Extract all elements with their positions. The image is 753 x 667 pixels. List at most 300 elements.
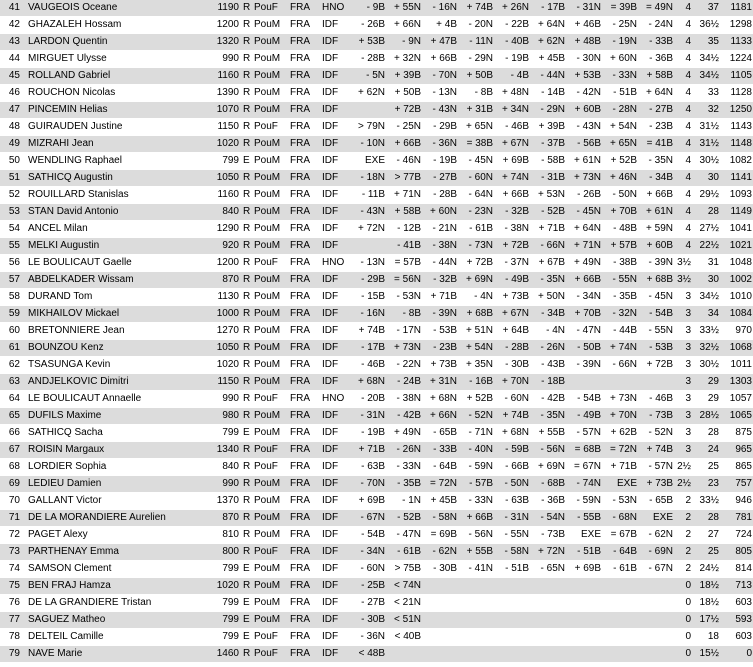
round-result: - 66N [605, 357, 641, 374]
round-result: - 13N [353, 255, 389, 272]
table-row [0, 221, 753, 238]
elo-type: R [241, 442, 252, 459]
elo-type: R [241, 272, 252, 289]
round-result: EXE [641, 510, 677, 527]
round-result: + 48N [497, 85, 533, 102]
round-result: - 73B [641, 408, 677, 425]
player-rank: 65 [0, 408, 25, 425]
round-result: - 51B [569, 544, 605, 561]
round-result: < 74N [389, 578, 425, 595]
player-points: 0 [677, 595, 695, 612]
round-result: - 22B [497, 17, 533, 34]
player-rank: 42 [0, 17, 25, 34]
round-result: + 66B [389, 136, 425, 153]
round-result [497, 629, 533, 646]
elo-type: R [241, 493, 252, 510]
round-result: + 65N [461, 119, 497, 136]
player-name: WENDLING Raphael [25, 153, 195, 170]
player-league: IDF [320, 17, 353, 34]
player-league: IDF [320, 221, 353, 238]
player-league: IDF [320, 527, 353, 544]
player-points: 4 [677, 153, 695, 170]
round-result [641, 374, 677, 391]
round-result: - 62N [641, 527, 677, 544]
player-federation: FRA [287, 119, 320, 136]
round-result: - 23N [461, 204, 497, 221]
round-result: - 56B [569, 136, 605, 153]
player-federation: FRA [287, 340, 320, 357]
round-result: - 65B [425, 425, 461, 442]
round-result: + 68N [425, 391, 461, 408]
round-result: + 34N [497, 102, 533, 119]
player-performance: 781 [723, 510, 753, 527]
round-result: + 54N [605, 119, 641, 136]
round-result: + 39B [533, 119, 569, 136]
round-result: + 69N [533, 459, 569, 476]
round-result: + 51N [461, 323, 497, 340]
round-result: < 21N [389, 595, 425, 612]
player-tiebreak: 30½ [695, 153, 723, 170]
player-category: PouM [252, 425, 287, 442]
round-result: - 46B [641, 391, 677, 408]
player-elo: 799 [195, 425, 241, 442]
player-federation: FRA [287, 51, 320, 68]
round-result: = 41B [641, 136, 677, 153]
table-row [0, 170, 753, 187]
player-rank: 44 [0, 51, 25, 68]
elo-type: R [241, 51, 252, 68]
round-result: + 60B [641, 238, 677, 255]
player-league: IDF [320, 646, 353, 663]
player-rank: 78 [0, 629, 25, 646]
round-result: > 79N [353, 119, 389, 136]
round-result: - 67N [641, 561, 677, 578]
round-result: + 73N [389, 340, 425, 357]
elo-type: R [241, 119, 252, 136]
player-category: PouM [252, 323, 287, 340]
round-result: + 49N [389, 425, 425, 442]
elo-type: R [241, 476, 252, 493]
player-federation: FRA [287, 136, 320, 153]
round-result [533, 646, 569, 663]
round-result: - 38B [605, 255, 641, 272]
table-row [0, 476, 753, 493]
player-name: ROLLAND Gabriel [25, 68, 195, 85]
round-result: - 29B [353, 272, 389, 289]
player-name: TSASUNGA Kevin [25, 357, 195, 374]
round-result: - 30B [425, 561, 461, 578]
player-league: IDF [320, 629, 353, 646]
round-result: + 74B [353, 323, 389, 340]
round-result: + 60B [569, 102, 605, 119]
player-league: HNO [320, 255, 353, 272]
player-tiebreak: 29½ [695, 187, 723, 204]
round-result: - 19N [605, 34, 641, 51]
round-result: + 72B [641, 357, 677, 374]
round-result: + 49N [569, 255, 605, 272]
player-performance: 1105 [723, 68, 753, 85]
elo-type: R [241, 255, 252, 272]
round-result: - 35N [533, 408, 569, 425]
player-points: 0 [677, 629, 695, 646]
player-federation: FRA [287, 459, 320, 476]
player-performance: 814 [723, 561, 753, 578]
table-row [0, 646, 753, 663]
round-result: - 16B [461, 374, 497, 391]
player-tiebreak: 32 [695, 102, 723, 119]
player-name: ROISIN Margaux [25, 442, 195, 459]
player-federation: FRA [287, 595, 320, 612]
player-rank: 51 [0, 170, 25, 187]
player-elo: 1050 [195, 170, 241, 187]
player-elo: 1270 [195, 323, 241, 340]
player-category: PouF [252, 544, 287, 561]
round-result: - 33N [389, 459, 425, 476]
round-result: + 45B [425, 493, 461, 510]
elo-type: R [241, 578, 252, 595]
table-row [0, 408, 753, 425]
round-result: + 68N [353, 374, 389, 391]
player-name: PARTHENAY Emma [25, 544, 195, 561]
player-performance: 865 [723, 459, 753, 476]
round-result: = 68B [569, 442, 605, 459]
round-result: + 69B [497, 153, 533, 170]
player-federation: FRA [287, 374, 320, 391]
player-performance: 0 [723, 646, 753, 663]
player-elo: 1020 [195, 578, 241, 595]
round-result: - 45N [569, 204, 605, 221]
player-category: PouF [252, 119, 287, 136]
player-federation: FRA [287, 289, 320, 306]
round-result: + 68B [461, 306, 497, 323]
player-points: 3 [677, 340, 695, 357]
player-name: BEN FRAJ Hamza [25, 578, 195, 595]
player-elo: 799 [195, 595, 241, 612]
player-category: PouM [252, 34, 287, 51]
round-result: + 72N [533, 544, 569, 561]
table-row [0, 187, 753, 204]
round-result: - 50N [605, 187, 641, 204]
player-federation: FRA [287, 612, 320, 629]
round-result: - 29N [461, 51, 497, 68]
elo-type: R [241, 0, 252, 17]
player-performance: 1057 [723, 391, 753, 408]
player-federation: FRA [287, 0, 320, 17]
round-result: - 17N [389, 323, 425, 340]
elo-type: R [241, 238, 252, 255]
round-result [641, 578, 677, 595]
player-tiebreak: 24½ [695, 561, 723, 578]
player-tiebreak: 27 [695, 527, 723, 544]
round-result: - 64N [461, 187, 497, 204]
player-category: PouM [252, 340, 287, 357]
player-rank: 48 [0, 119, 25, 136]
elo-type: R [241, 102, 252, 119]
player-name: BOUNZOU Kenz [25, 340, 195, 357]
round-result: + 62N [533, 34, 569, 51]
player-name: ABDELKADER Wissam [25, 272, 195, 289]
round-result: - 51B [605, 85, 641, 102]
round-result: - 39N [641, 255, 677, 272]
player-points: 0 [677, 612, 695, 629]
round-result [605, 612, 641, 629]
round-result: + 26N [497, 0, 533, 17]
round-result: = 67B [605, 527, 641, 544]
round-result: + 67N [497, 136, 533, 153]
round-result: - 73N [461, 238, 497, 255]
round-result: - 31N [497, 510, 533, 527]
round-result: - 58N [425, 510, 461, 527]
player-tiebreak: 17½ [695, 612, 723, 629]
round-result: < 51N [389, 612, 425, 629]
player-federation: FRA [287, 578, 320, 595]
table-row [0, 238, 753, 255]
round-result: = 39B [605, 0, 641, 17]
round-result: + 48B [569, 34, 605, 51]
round-result: - 8B [461, 85, 497, 102]
round-result: - 41B [389, 238, 425, 255]
round-result: - 53B [425, 323, 461, 340]
player-rank: 59 [0, 306, 25, 323]
player-tiebreak: 18½ [695, 595, 723, 612]
round-result: = 57B [389, 255, 425, 272]
round-result: + 59N [641, 221, 677, 238]
player-tiebreak: 24 [695, 442, 723, 459]
player-tiebreak: 32½ [695, 340, 723, 357]
player-elo: 1150 [195, 374, 241, 391]
player-points: 3 [677, 306, 695, 323]
round-result: - 41N [461, 561, 497, 578]
round-result: - 63B [497, 493, 533, 510]
player-name: VAUGEOIS Oceane [25, 0, 195, 17]
player-performance: 1002 [723, 272, 753, 289]
player-elo: 990 [195, 51, 241, 68]
player-points: 0 [677, 578, 695, 595]
player-tiebreak: 22½ [695, 238, 723, 255]
round-result: - 60N [353, 561, 389, 578]
player-league: IDF [320, 119, 353, 136]
round-result: - 36N [425, 136, 461, 153]
round-result: + 72B [389, 102, 425, 119]
player-category: PouM [252, 51, 287, 68]
player-rank: 56 [0, 255, 25, 272]
round-result: + 35N [461, 357, 497, 374]
round-result: - 17B [353, 340, 389, 357]
player-category: PouM [252, 357, 287, 374]
round-result: - 55N [605, 272, 641, 289]
player-points: 4 [677, 136, 695, 153]
table-row [0, 357, 753, 374]
player-category: PouM [252, 289, 287, 306]
player-elo: 840 [195, 459, 241, 476]
player-league: IDF [320, 357, 353, 374]
round-result: - 64B [605, 544, 641, 561]
round-result: + 50B [461, 68, 497, 85]
player-points: 4 [677, 51, 695, 68]
elo-type: R [241, 408, 252, 425]
player-name: BRETONNIERE Jean [25, 323, 195, 340]
player-tiebreak: 34 [695, 306, 723, 323]
player-performance: 603 [723, 595, 753, 612]
player-league: IDF [320, 153, 353, 170]
round-result: - 30B [353, 612, 389, 629]
player-federation: FRA [287, 306, 320, 323]
round-result: EXE [605, 476, 641, 493]
round-result [533, 612, 569, 629]
round-result: + 71N [569, 238, 605, 255]
round-result [497, 646, 533, 663]
player-points: 3 [677, 323, 695, 340]
round-result: - 53B [641, 340, 677, 357]
round-result: - 52B [533, 204, 569, 221]
player-performance: 1303 [723, 374, 753, 391]
player-category: PouF [252, 459, 287, 476]
round-result: - 23B [641, 119, 677, 136]
round-result: - 59N [569, 493, 605, 510]
player-points: 4 [677, 187, 695, 204]
round-result: + 71N [389, 187, 425, 204]
round-result: - 43N [569, 119, 605, 136]
table-row [0, 102, 753, 119]
player-elo: 1160 [195, 68, 241, 85]
player-points: 2 [677, 510, 695, 527]
player-tiebreak: 36½ [695, 17, 723, 34]
elo-type: R [241, 221, 252, 238]
round-result: + 60N [605, 51, 641, 68]
round-result: - 66B [497, 459, 533, 476]
round-result: - 43N [425, 102, 461, 119]
round-result: - 50B [569, 340, 605, 357]
player-name: NAVE Marie [25, 646, 195, 663]
player-performance: 1093 [723, 187, 753, 204]
round-result: - 71N [461, 425, 497, 442]
round-result: - 52N [641, 425, 677, 442]
player-performance: 603 [723, 629, 753, 646]
elo-type: E [241, 612, 252, 629]
player-federation: FRA [287, 527, 320, 544]
round-result: - 27B [641, 102, 677, 119]
player-league: HNO [320, 0, 353, 17]
round-result: + 53B [569, 68, 605, 85]
round-result: - 23B [425, 340, 461, 357]
round-result: - 73B [533, 527, 569, 544]
player-league: IDF [320, 323, 353, 340]
player-league: IDF [320, 459, 353, 476]
round-result: - 27B [353, 595, 389, 612]
player-elo: 1390 [195, 85, 241, 102]
round-result: + 64N [533, 17, 569, 34]
round-result: - 69N [641, 544, 677, 561]
round-result: - 42B [533, 391, 569, 408]
table-row [0, 255, 753, 272]
player-rank: 73 [0, 544, 25, 561]
round-result: - 70N [353, 476, 389, 493]
round-result: EXE [569, 527, 605, 544]
round-result: - 26B [569, 187, 605, 204]
player-rank: 69 [0, 476, 25, 493]
player-performance: 1021 [723, 238, 753, 255]
round-result: + 4B [425, 17, 461, 34]
player-category: PouM [252, 272, 287, 289]
player-category: PouM [252, 476, 287, 493]
round-result: - 54B [569, 391, 605, 408]
table-row [0, 459, 753, 476]
player-elo: 1200 [195, 255, 241, 272]
player-points: 4 [677, 17, 695, 34]
player-performance: 1133 [723, 34, 753, 51]
player-tiebreak: 37 [695, 0, 723, 17]
round-result: - 57B [461, 476, 497, 493]
round-result: - 46N [389, 153, 425, 170]
player-name: ANDJELKOVIC Dimitri [25, 374, 195, 391]
round-result: - 34B [641, 170, 677, 187]
round-result [569, 646, 605, 663]
player-category: PouM [252, 85, 287, 102]
round-result: + 72B [497, 238, 533, 255]
round-result: = 69B [425, 527, 461, 544]
round-result: - 45N [641, 289, 677, 306]
player-federation: FRA [287, 408, 320, 425]
round-result: + 55N [389, 0, 425, 17]
player-performance: 1084 [723, 306, 753, 323]
player-federation: FRA [287, 561, 320, 578]
player-points: 3 [677, 408, 695, 425]
player-elo: 1290 [195, 221, 241, 238]
player-name: ROUCHON Nicolas [25, 85, 195, 102]
elo-type: R [241, 136, 252, 153]
round-result [641, 646, 677, 663]
round-result: + 58B [389, 204, 425, 221]
round-result: + 70N [605, 408, 641, 425]
round-result [461, 646, 497, 663]
player-federation: FRA [287, 238, 320, 255]
player-points: 0 [677, 646, 695, 663]
player-rank: 52 [0, 187, 25, 204]
player-category: PouM [252, 493, 287, 510]
round-result [605, 646, 641, 663]
player-tiebreak: 30 [695, 272, 723, 289]
player-points: 4 [677, 0, 695, 17]
round-result: - 18B [533, 374, 569, 391]
player-rank: 77 [0, 612, 25, 629]
player-tiebreak: 33½ [695, 493, 723, 510]
elo-type: E [241, 595, 252, 612]
round-result: - 4N [461, 289, 497, 306]
player-league: IDF [320, 493, 353, 510]
player-league: IDF [320, 476, 353, 493]
player-name: MIKHAILOV Mickael [25, 306, 195, 323]
player-points: 4 [677, 170, 695, 187]
player-category: PouM [252, 612, 287, 629]
player-elo: 799 [195, 612, 241, 629]
round-result: + 55B [461, 544, 497, 561]
round-result: - 53N [389, 289, 425, 306]
round-result: - 20N [461, 17, 497, 34]
round-result [533, 595, 569, 612]
table-row [0, 527, 753, 544]
round-result: + 52B [605, 153, 641, 170]
player-name: LEDIEU Damien [25, 476, 195, 493]
round-result: - 57N [569, 425, 605, 442]
player-federation: FRA [287, 102, 320, 119]
player-federation: FRA [287, 493, 320, 510]
table-row [0, 340, 753, 357]
player-league: IDF [320, 204, 353, 221]
round-result: - 8B [389, 306, 425, 323]
round-result [533, 629, 569, 646]
round-result: + 69B [353, 493, 389, 510]
round-result: - 26N [389, 442, 425, 459]
